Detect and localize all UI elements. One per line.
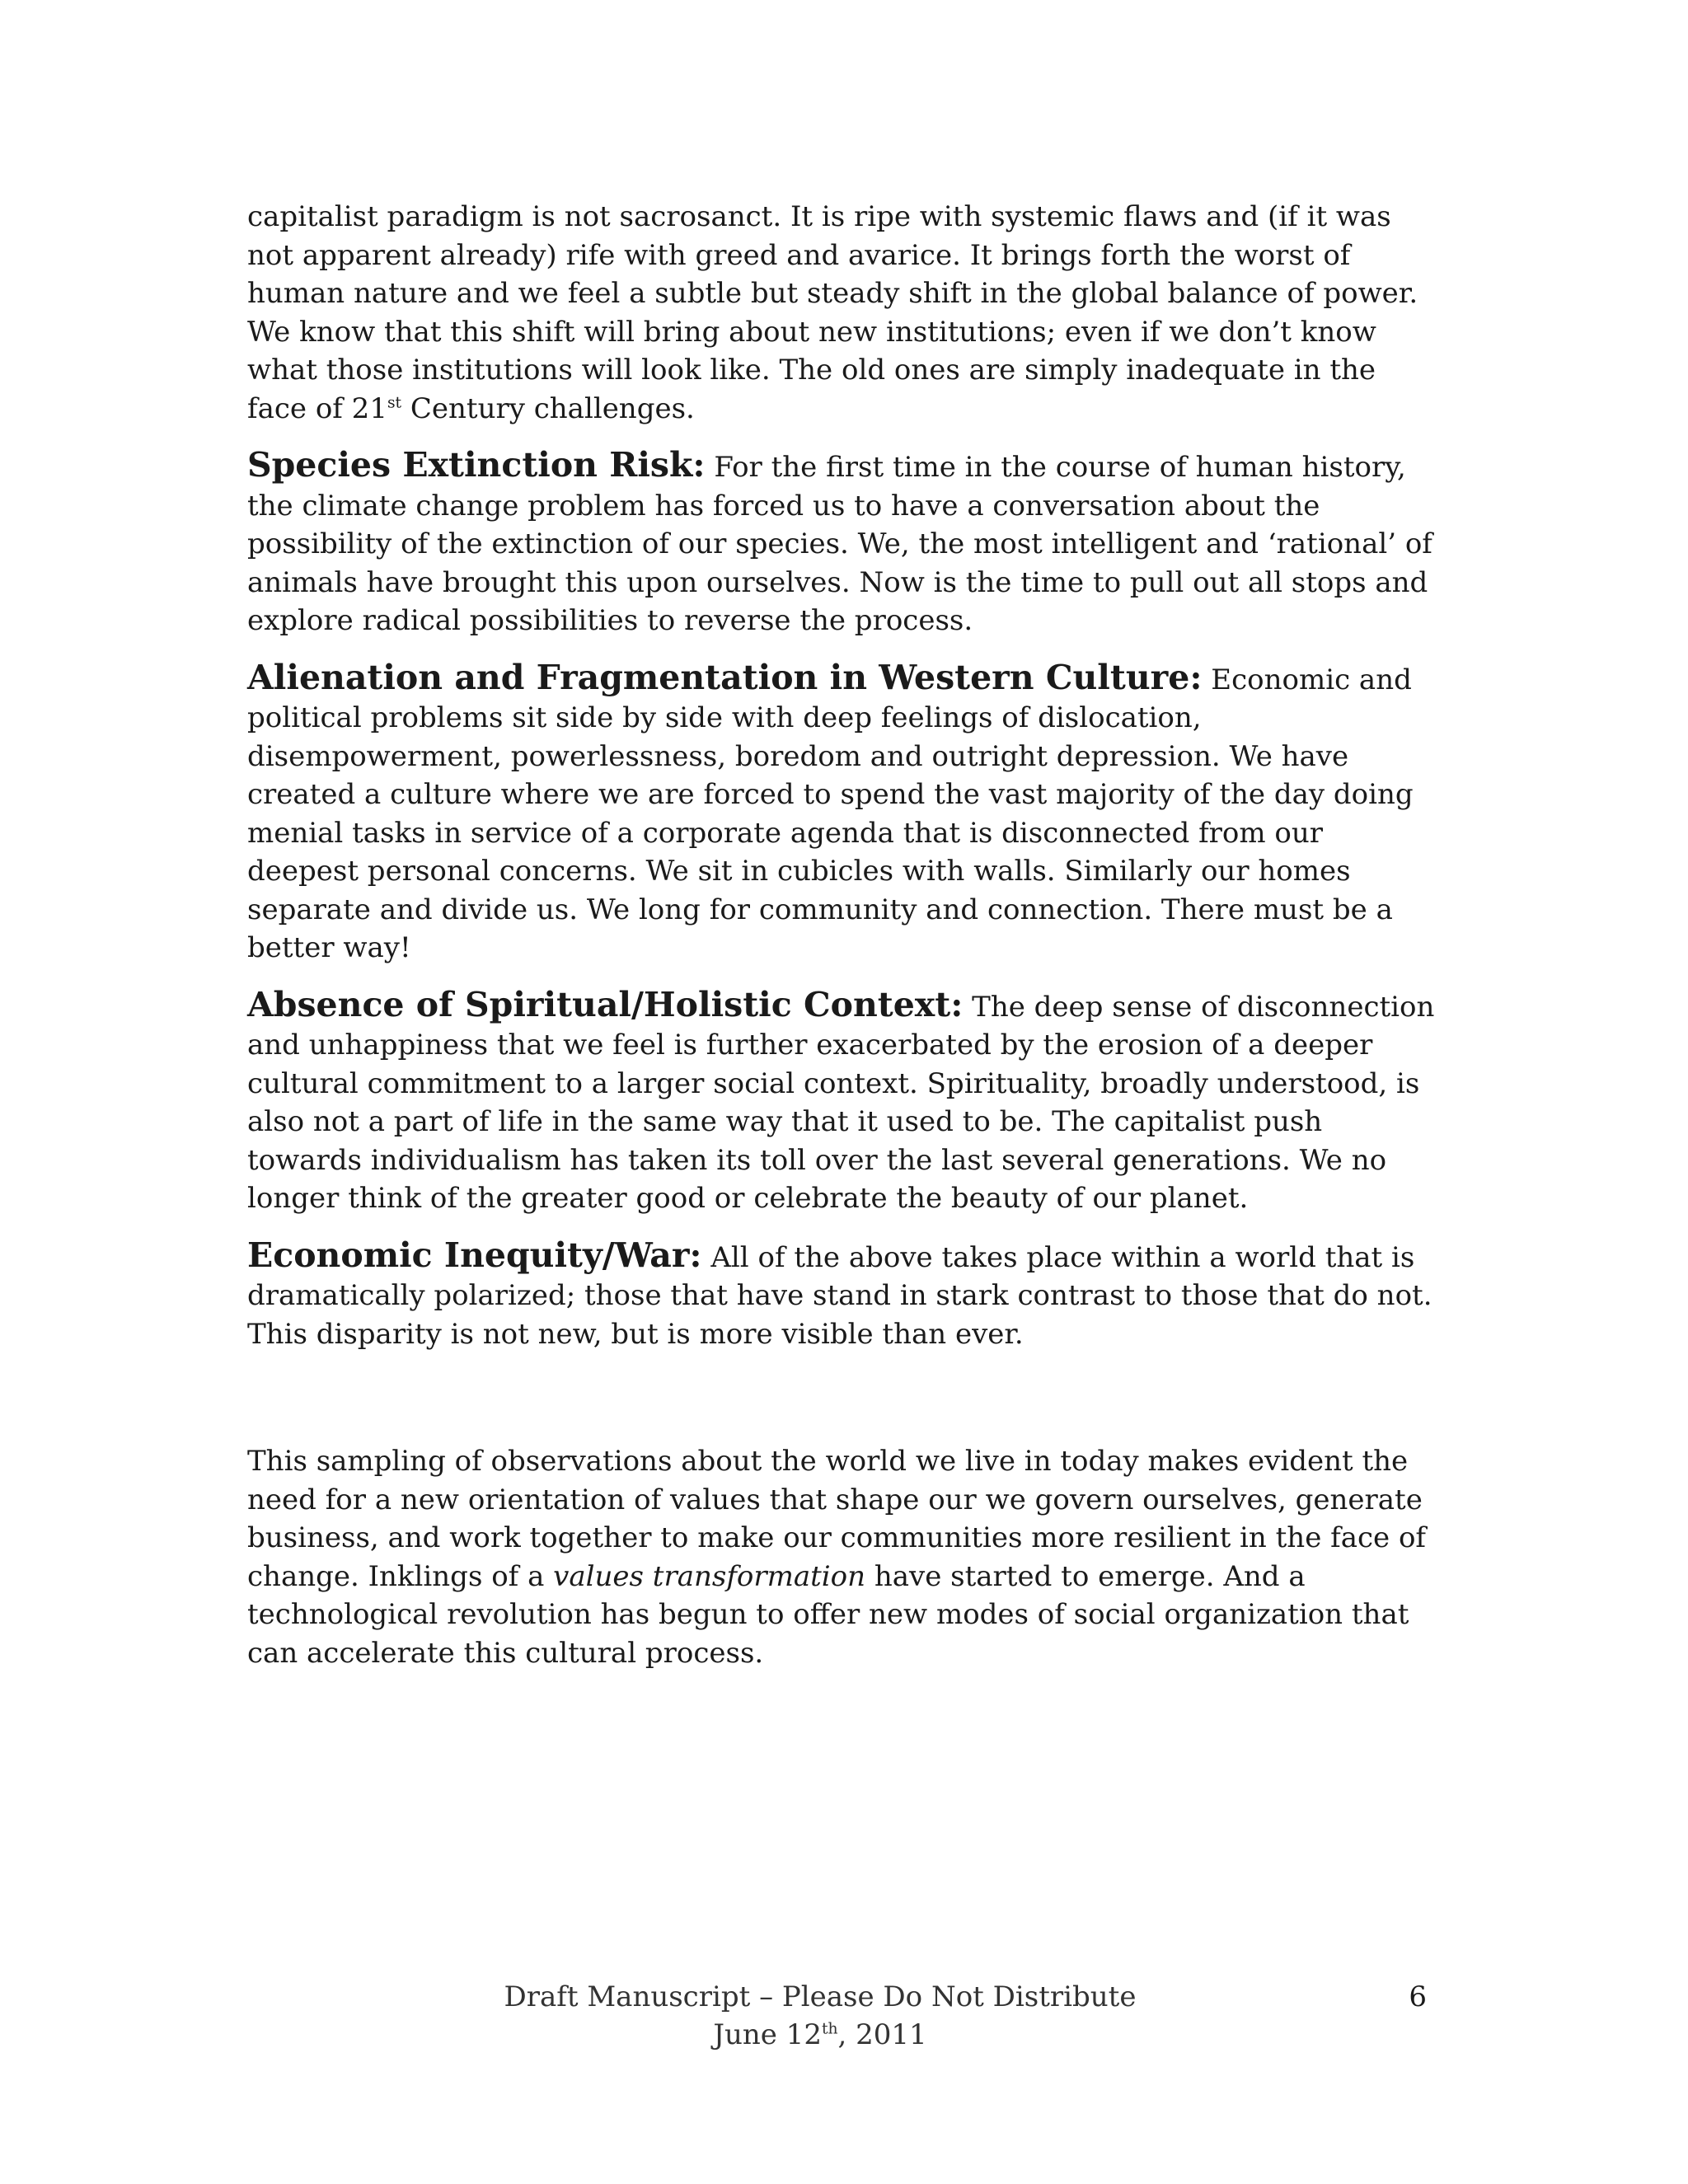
- footer-date-superscript: th: [821, 2020, 838, 2038]
- closing-text: This sampling of observations about the world we live in today makes evident the need for a new orientation of values that shape our we govern ourselves, generate business, and work together to make our communities more resilient in the face of change. Inklings of a: [247, 1445, 1427, 1593]
- section-body: All of the above takes place within a world that is dramatically polarized; those that have stand in stark contrast to those that do not. This disparity is not new, but is more visible than ever.: [247, 1240, 1432, 1351]
- section-economic-inequity: [247, 1236, 1438, 1354]
- section-body: The deep sense of disconnection and unhappiness that we feel is further exacerbated by the erosion of a deeper cultural commitment to a larger social context. Spirituality, broadly understood, is also not a part of life in the same way that it used to be. The capitalist push towards individualism has taken its toll over the last several generations. We no longer think of the greater good or celebrate the beauty of our planet.: [247, 990, 1435, 1215]
- intro-paragraph: [247, 198, 1438, 428]
- document-page: [247, 198, 1438, 1690]
- closing-text-after: have started to emerge. And a technological revolution has begun to offer new modes of social organization that can accelerate this cultural process.: [247, 1559, 1409, 1670]
- closing-italic: values transformation: [553, 1559, 866, 1593]
- section-spiritual-context: [247, 986, 1438, 1218]
- section-body: Economic and political problems sit side by side with deep feelings of dislocation, disempowerment, powerlessness, boredom and outright depression. We have created a culture where we are forced to spend the vast majority of the day doing menial tasks in service of a corporate agenda that is disconnected from our deepest personal concerns. We sit in cubicles with walls. Similarly our homes separate and divide us. We long for community and connection. There must be a better way!: [247, 663, 1414, 964]
- section-heading: Absence of Spiritual/Holistic Context:: [247, 984, 964, 1024]
- intro-superscript: st: [387, 394, 402, 412]
- section-species-extinction: [247, 446, 1438, 640]
- section-heading: Economic Inequity/War:: [247, 1235, 702, 1275]
- page-number: 6: [1409, 1980, 1427, 2013]
- closing-paragraph: [247, 1442, 1438, 1672]
- section-heading: Alienation and Fragmentation in Western Culture:: [247, 657, 1203, 697]
- footer-date: [247, 2016, 1393, 2054]
- footer-date-prefix: June 12: [713, 2018, 822, 2051]
- paragraph-spacer: [247, 1371, 1438, 1442]
- intro-tail: Century challenges.: [401, 391, 695, 425]
- section-alienation: [247, 658, 1438, 968]
- footer-notice: Draft Manuscript – Please Do Not Distribute: [504, 1980, 1137, 2013]
- intro-text: capitalist paradigm is not sacrosanct. It is ripe with systemic flaws and (if it was not apparent already) rife with greed and avarice. It brings forth the worst of human nature and we feel a subtle but steady shift in the global balance of power. We know that this shift will bring about new institutions; even if we don’t know what those institutions will look like. The old ones are simply inadequate in the face of 21: [247, 200, 1418, 425]
- footer-date-suffix: , 2011: [837, 2018, 927, 2051]
- section-body: For the first time in the course of human history, the climate change problem has forced us to have a conversation about the possibility of the extinction of our species. We, the most intelligent and ‘rational’ of animals have brought this upon ourselves. Now is the time to pull out all stops and explore radical possibilities to reverse the process.: [247, 451, 1432, 637]
- page-footer: [247, 1978, 1438, 2069]
- section-heading: Species Extinction Risk:: [247, 445, 706, 485]
